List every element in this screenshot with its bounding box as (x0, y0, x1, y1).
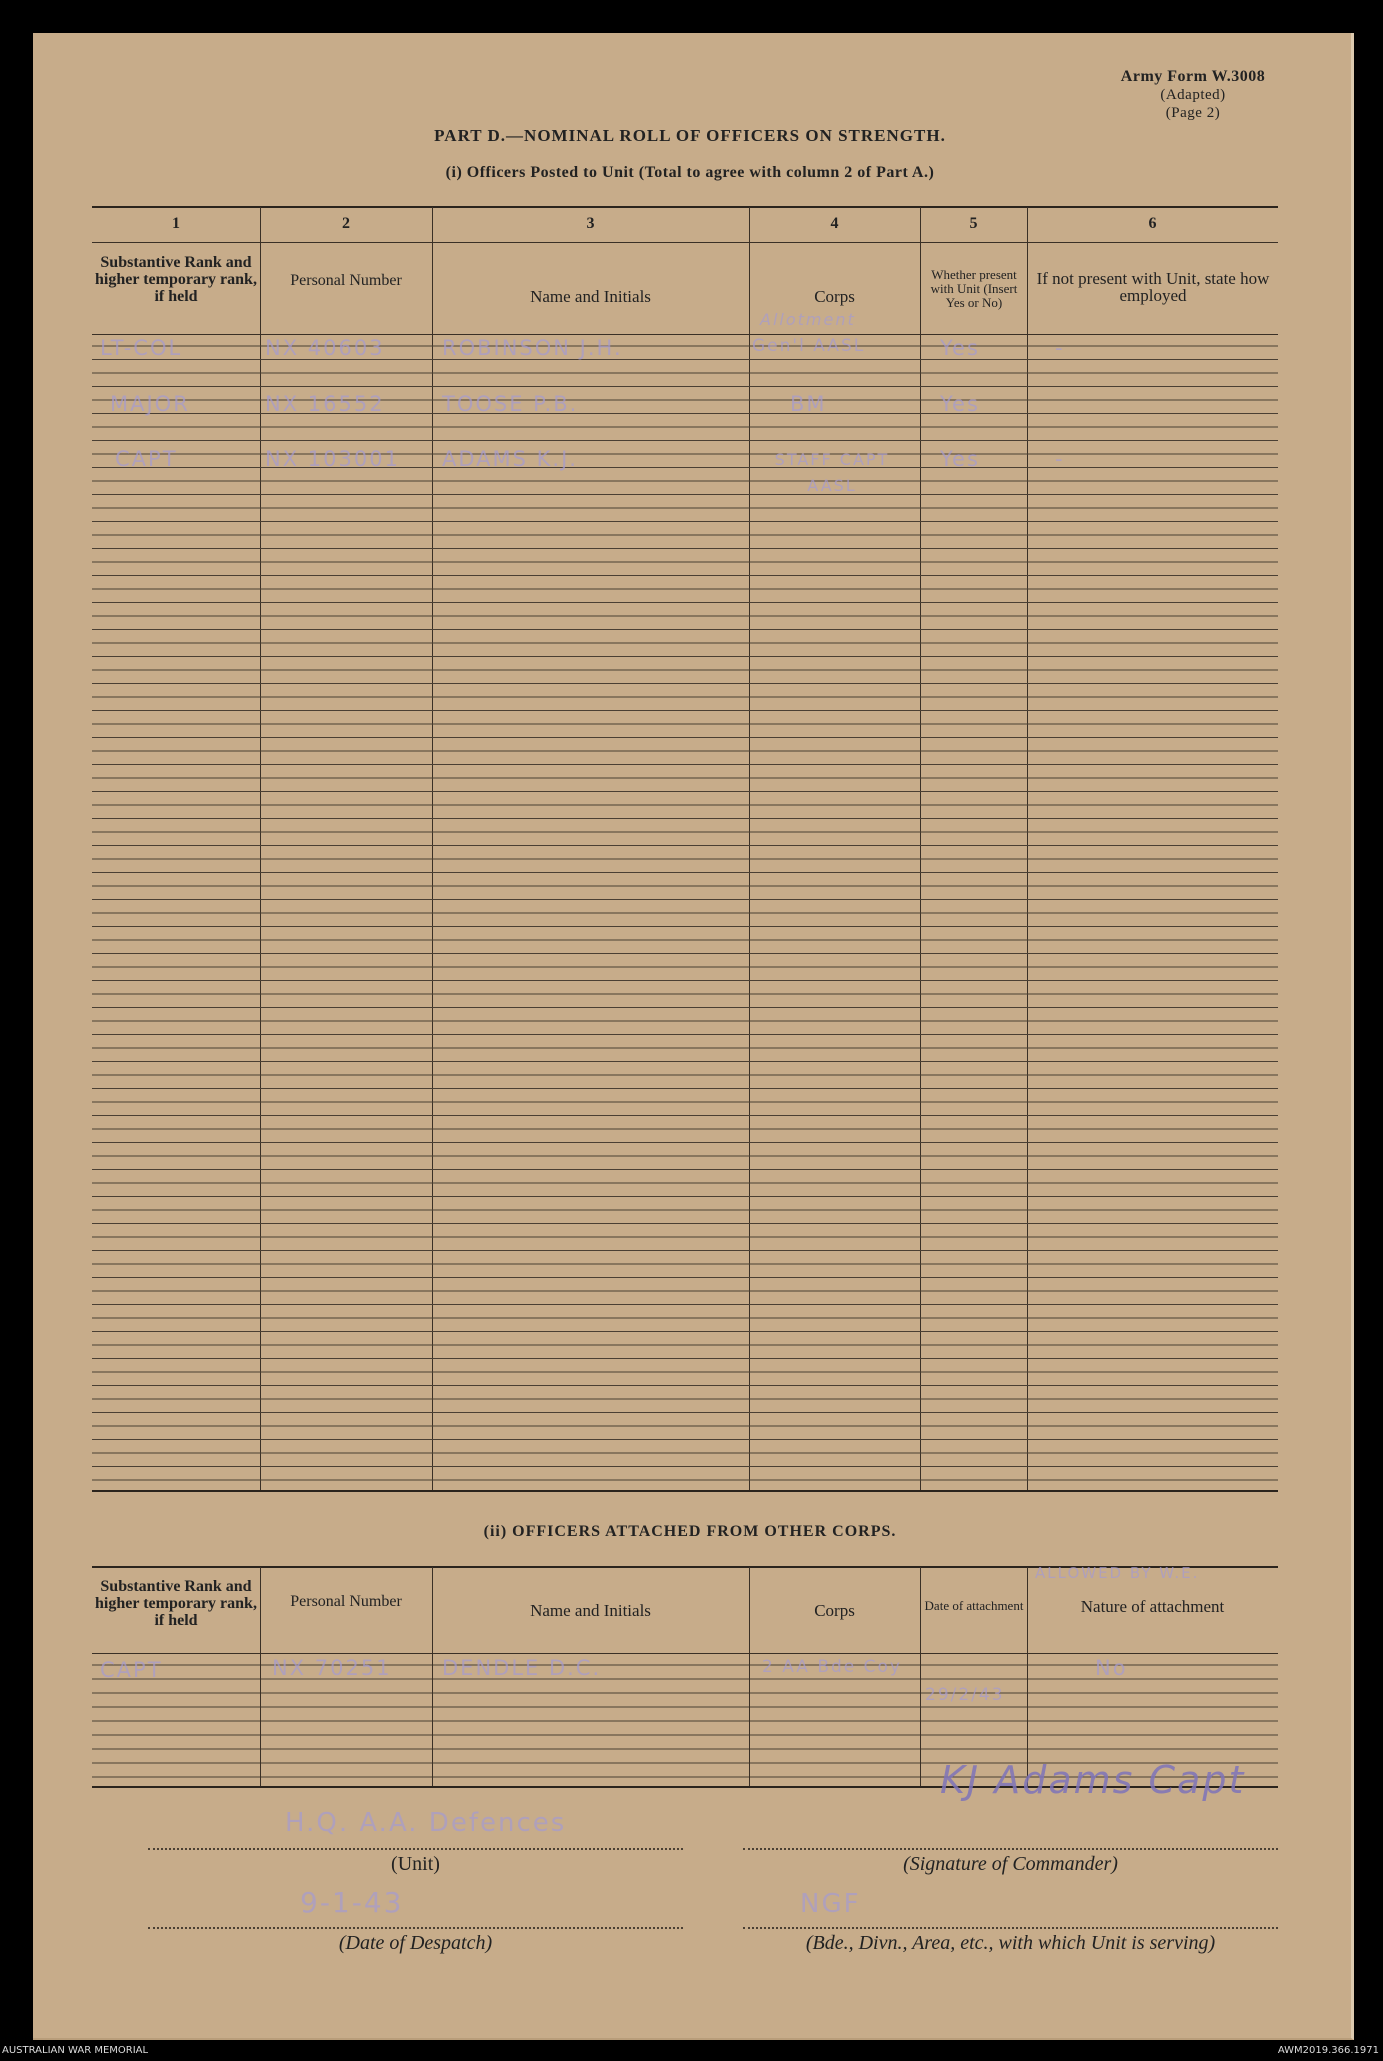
part-d-subtitle: (i) Officers Posted to Unit (Total to agree with column 2 of Part A.) (445, 164, 935, 181)
archive-institution: AUSTRALIAN WAR MEMORIAL (2, 2045, 149, 2056)
unit-line (148, 1848, 683, 1850)
header-rule (92, 1653, 1278, 1654)
despatch-label: (Date of Despatch) (338, 1932, 493, 1954)
ii-header-date: Date of attachment (924, 1598, 1024, 1613)
ii-row1-number: NX 70251 (272, 1656, 392, 1680)
header-rank: Substantive Rank and higher temporary rank, if held (95, 254, 257, 305)
header-present: Whether present with Unit (Insert Yes or No) (930, 267, 1018, 310)
despatch-line (148, 1927, 683, 1929)
row3-corps: STAFF CAPT AASL (774, 450, 890, 495)
archive-accession: AWM2019.366.1971 (1277, 2045, 1379, 2056)
unit-label: (Unit) (391, 1853, 440, 1875)
row2-number: NX 16552 (265, 392, 385, 416)
ii-header-personal-number: Personal Number (290, 1593, 402, 1610)
row3-name: ADAMS K.J. (442, 447, 578, 471)
row1-employed: - (1055, 336, 1065, 360)
row3-rank: CAPT (115, 447, 178, 471)
col-divider (432, 1567, 433, 1786)
row2-name: TOOSE P.B. (442, 392, 579, 416)
row1-present: Yes (940, 336, 980, 360)
form-adapted: (Adapted) (1160, 87, 1226, 103)
row2-corps: BM (790, 392, 827, 416)
unit-value: H.Q. A.A. Defences (285, 1808, 567, 1838)
colnum-4: 4 (830, 215, 839, 232)
row1-rank: LT-COL (100, 336, 183, 360)
ii-annotation: ALLOWED BY W.E. (1035, 1564, 1200, 1582)
row3-employed: - (1055, 447, 1065, 471)
colnum-2: 2 (342, 215, 350, 232)
serving-value: NGF (800, 1889, 861, 1919)
corps-note: Allotment (760, 310, 856, 329)
part-d-title: PART D.—NOMINAL ROLL OF OFFICERS ON STRENGTH. (434, 126, 946, 145)
col-divider (920, 1567, 921, 1786)
header-employed: If not present with Unit, state how employed (1036, 269, 1270, 305)
colnum-3: 3 (586, 215, 595, 232)
colnum-1: 1 (172, 215, 180, 232)
row1-name: ROBINSON J.H. (442, 336, 623, 360)
signature-label: (Signature of Commander) (903, 1853, 1118, 1875)
ii-row1-date: 29/2/43 (925, 1685, 1005, 1705)
ii-row1-corps: 2 AA Bde Coy (761, 1657, 902, 1677)
ii-header-corps: Corps (814, 1601, 855, 1620)
row1-number: NX 40603 (265, 336, 385, 360)
signature-line (743, 1848, 1278, 1850)
ii-header-name: Name and Initials (530, 1601, 651, 1620)
serving-line (743, 1927, 1278, 1929)
colnum-5: 5 (969, 215, 978, 232)
col-divider (260, 1567, 261, 1786)
signature-value: KJ Adams Capt (940, 1758, 1246, 1802)
row3-number: NX 103001 (265, 447, 400, 471)
ii-header-rank: Substantive Rank and higher temporary rank, if held (95, 1578, 257, 1629)
header-corps: Corps (814, 287, 855, 306)
colnum-6: 6 (1148, 215, 1157, 232)
header-name: Name and Initials (530, 287, 651, 306)
ii-row1-nature: No (1095, 1656, 1128, 1680)
ii-header-nature: Nature of attachment (1080, 1597, 1225, 1616)
row2-rank: MAJOR (110, 392, 190, 416)
despatch-value: 9-1-43 (300, 1886, 404, 1919)
form-number: Army Form W.3008 (1120, 68, 1266, 85)
row1-corps: Gen'l AASL (752, 336, 866, 356)
part-ii-title: (ii) OFFICERS ATTACHED FROM OTHER CORPS. (483, 1523, 897, 1540)
ii-row1-rank: CAPT (100, 1658, 163, 1682)
row2-present: Yes (940, 392, 980, 416)
form-page: (Page 2) (1165, 105, 1221, 121)
col-divider (749, 1567, 750, 1786)
serving-label: (Bde., Divn., Area, etc., with which Unit is serving) (805, 1932, 1216, 1954)
ii-row1-name: DENDLE D.C. (442, 1656, 602, 1680)
header-personal-number: Personal Number (290, 272, 402, 289)
row3-present: Yes (940, 447, 980, 471)
